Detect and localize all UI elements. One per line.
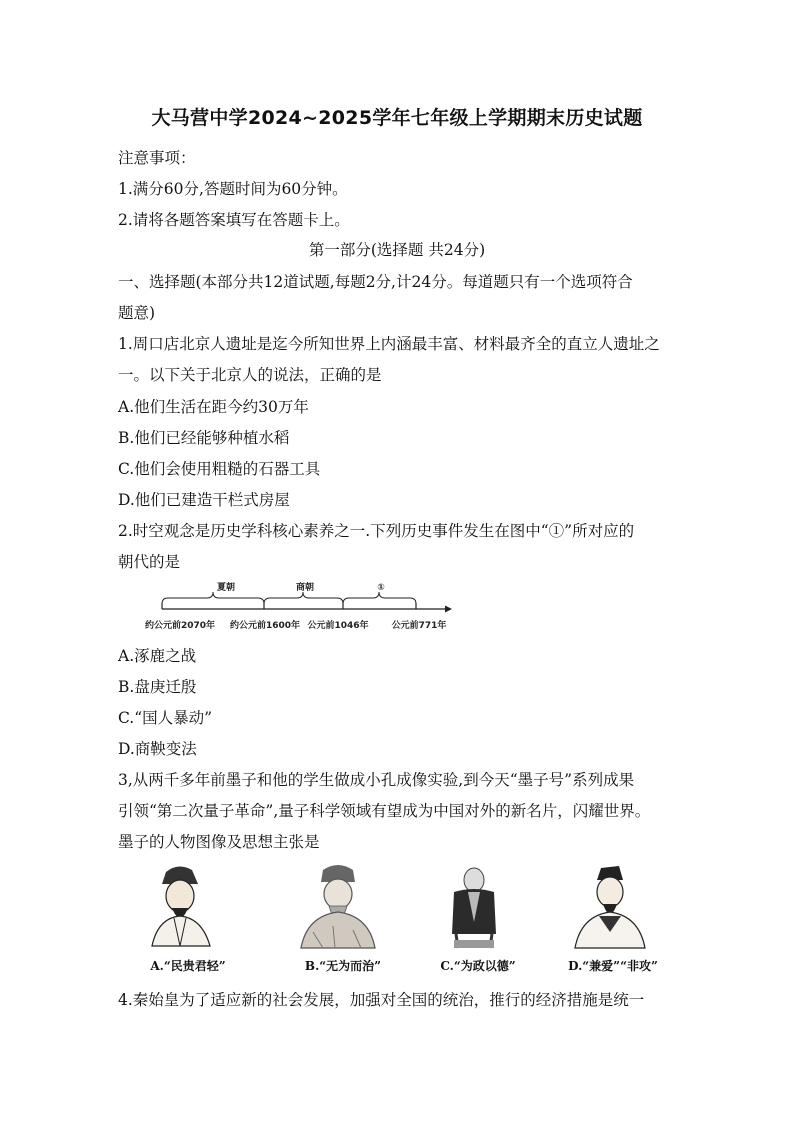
q1-option-d: D.他们已建造干栏式房屋 bbox=[118, 491, 290, 509]
q2-stem-line1: 2.时空观念是历史学科核心素养之一.下列历史事件发生在图中“①”所对应的 bbox=[118, 522, 635, 540]
q3-stem-line1: 3,从两千多年前墨子和他的学生做成小孔成像实验,到今天“墨子号”系列成果 bbox=[118, 771, 635, 789]
date-label: 约公元前1600年 bbox=[229, 621, 301, 631]
section-instructions-line2: 题意) bbox=[118, 304, 156, 322]
circled-one-bracket bbox=[343, 592, 416, 604]
portrait-option-a bbox=[128, 862, 248, 980]
q1-stem-line1: 1.周口店北京人遗址是迄今所知世界上内涵最丰富、材料最齐全的直立人遗址之 bbox=[118, 335, 660, 353]
portrait-c-image bbox=[418, 862, 538, 954]
q3-stem-line3: 墨子的人物图像及思想主张是 bbox=[118, 833, 320, 851]
date-label: 公元前1046年 bbox=[307, 621, 369, 631]
portrait-a-image bbox=[128, 862, 248, 954]
period-label-circled-one: ① bbox=[377, 583, 385, 593]
notice-item: 1.满分60分,答题时间为60分钟。 bbox=[118, 180, 348, 198]
portrait-caption-d: D.“兼爱”“非攻” bbox=[568, 959, 658, 973]
portrait-option-d bbox=[553, 862, 673, 980]
part1-heading: 第一部分(选择题 共24分) bbox=[308, 241, 486, 259]
shang-bracket bbox=[264, 592, 343, 604]
period-label-shang: 商朝 bbox=[295, 583, 315, 593]
date-label: 公元前771年 bbox=[391, 621, 447, 631]
q3-stem-line2: 引领“第二次量子革命”,量子科学领域有望成为中国对外的新名片，闪耀世界。 bbox=[118, 802, 651, 820]
portrait-b-image bbox=[283, 862, 403, 954]
portrait-d-image bbox=[553, 862, 673, 954]
portrait-option-c bbox=[418, 862, 538, 980]
portrait-caption-a: A.“民贵君轻” bbox=[150, 959, 226, 973]
dynasty-timeline bbox=[140, 576, 460, 636]
period-label-xia: 夏朝 bbox=[216, 583, 236, 593]
q2-option-d: D.商鞅变法 bbox=[118, 740, 197, 758]
q2-option-a: A.涿鹿之战 bbox=[118, 647, 197, 665]
notice-heading: 注意事项： bbox=[118, 149, 196, 167]
portrait-caption-b: B.“无为而治” bbox=[304, 959, 382, 973]
q1-option-c: C.他们会使用粗糙的石器工具 bbox=[118, 460, 321, 478]
section-instructions-line1: 一、选择题(本部分共12道试题,每题2分,计24分。每道题只有一个选项符合 bbox=[118, 273, 633, 291]
q1-option-a: A.他们生活在距今约30万年 bbox=[118, 398, 309, 416]
q1-option-b: B.他们已经能够种植水稻 bbox=[118, 429, 290, 447]
q2-option-c: C.“国人暴动” bbox=[118, 709, 213, 727]
portrait-caption-c: C.“为政以德” bbox=[440, 959, 516, 973]
q2-stem-line2: 朝代的是 bbox=[118, 553, 181, 571]
q3-portrait-options bbox=[128, 862, 668, 980]
notice-item: 2.请将各题答案填写在答题卡上。 bbox=[118, 211, 350, 229]
exam-title: 大马营中学2024~2025学年七年级上学期期末历史试题 bbox=[151, 107, 643, 129]
q1-stem-line2: 一。以下关于北京人的说法，正确的是 bbox=[118, 366, 382, 384]
q2-option-b: B.盘庚迁殷 bbox=[118, 678, 197, 696]
portrait-option-b bbox=[283, 862, 403, 980]
date-label: 约公元前2070年 bbox=[144, 621, 216, 631]
q4-stem-line1: 4.秦始皇为了适应新的社会发展，加强对全国的统治，推行的经济措施是统一 bbox=[118, 991, 645, 1009]
xia-bracket bbox=[162, 592, 264, 604]
